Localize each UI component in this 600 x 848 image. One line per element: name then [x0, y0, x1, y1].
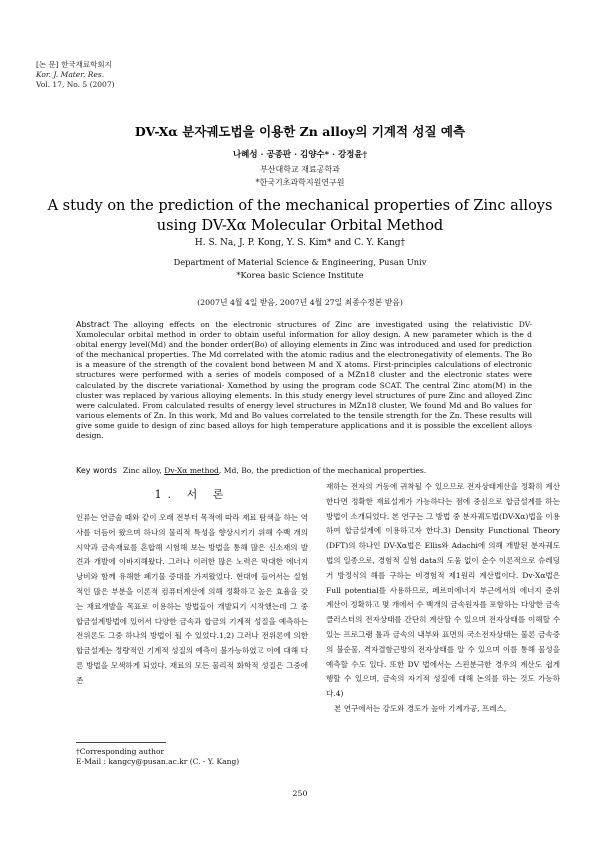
footnote-corresponding: †Corresponding author [76, 747, 165, 756]
keywords-pre: Zinc alloy, [122, 466, 165, 475]
right-column-paragraph-1: 재하는 전자의 거동에 귀착될 수 있으므로 전자상태계산을 정확히 계산한다면 정확한 재료설계가 가능하다는 점에 중심으로 합금설계를 하는 방법이 소개되었다. 본 연구는 그 방법 중 분자궤도법(DV-Xα)법을 이용하여 합금설계에 이용하고자 한다.3) Density Functional Theory (DFT)의 하나인 DV-Xα법은 Ellis와 Adachi에 의해 개발된 분자궤도법의 일종으로, 경험적 실험 data의 도움 없이 순수 이론적으로 슈레딩거 방정식의 해를 구하는 비경험적 제1원리 계산법이다. Dv-Xα법은 Full potential를 사용하므로, 페르미에너지 부근에서의 에너지 준위 계산이 정확하고 몇 개에서 수 백개의 금속원자를 포함하는 다양한 금속 클러스터의 전자상태를 간단히 계산할 수 있으며 전자상태를 이해할 수 있는 프로그램 툴과 금속의 내부와 표면의 국소전자상태는 물론 금속증의 불순물, 격자결함근방의 전자상태를 알 수 있으며 이를 통해 물성을 예측할 수도 있다. 또한 DV 법에서는 스핀분극한 경우의 계산도 쉽게 행할 수 있으며, 금속의 자기적 성질에 대해 논의를 하는 것도 가능하다.4) [326, 482, 560, 699]
abstract-text: The alloying effects on the electronic structures of Zinc are investigated using the relativistic DV-Xαmolecular orbital method in order to obtain useful information for alloy design. A new parameter which is the d obital energy level(Md) and the bonder order(Bo) of alloying elements in Zinc was introduced and used for prediction of the mechanical properties. The Md correlated with the atomic radius and the electronegativity of elements. The Bo is a measure of the strength of the covalent bond between M and X atoms. First-principles calculations of electronic structures were performed with a series of models composed of a MZn18 cluster and the electronic states were calculated by the discrete variational- Xαmethod by using the program code SCAT. The central Zinc atom(M) in the cluster was replaced by various alloying elements. In this study energy level structures of pure Zinc and alloyed Zinc were calculated. From calculated results of energy level structures in MZn18 cluster, We found Md and Bo values for various elements of Zn. In this work, Md and Bo values correlated to the tensile strength for the Zn. These results will give some guide to design of zinc based alloys for high temperature applications and it is possible the excellent alloys design. [76, 320, 532, 441]
affiliation-korean-2: *한국기초과학지원연구원 [255, 178, 345, 187]
received-dates: (2007년 4월 4일 받음, 2007년 4월 27일 최종수정본 받음) [197, 298, 403, 307]
keywords-label: Key words [76, 466, 117, 475]
authors-english: H. S. Na, J. P. Kong, Y. S. Kim* and C. Y. Kang† [194, 238, 406, 248]
body-left-column [76, 511, 308, 689]
affiliation-korean-1: 부산대학교 재료공학과 [260, 165, 340, 174]
authors-korean: 나혜성 · 공종판 · 김양수* · 강정윤† [232, 150, 368, 160]
keywords-underlined: Dv-Xα method [164, 466, 219, 475]
abstract [76, 320, 532, 441]
footnote [76, 747, 239, 767]
affiliation-english-1: Department of Material Science & Engineering, Pusan Univ [173, 257, 427, 267]
page-number: 250 [292, 789, 308, 798]
keywords [76, 466, 532, 475]
journal-header [36, 60, 115, 90]
journal-name: [논 문] 한국재료학회지 [36, 60, 112, 69]
right-column-paragraph-2: 본 연구에서는 강도와 경도가 높아 기계가공, 프레스, [334, 703, 507, 713]
abstract-label: Abstract [76, 320, 110, 329]
title-korean: DV-Xα 분자궤도법을 이용한 Zn alloy의 기계적 성질 예측 [134, 124, 466, 139]
journal-volume: Vol. 17, No. 5 (2007) [36, 80, 115, 89]
affiliation-english-2: *Korea basic Science Institute [236, 270, 364, 280]
footnote-rule [76, 742, 166, 743]
body-right-column [326, 480, 560, 717]
title-english: A study on the prediction of the mechanical properties of Zinc alloys using DV-Xα Molecular Orbital Method [47, 198, 553, 234]
section-title-introduction: 1. 서 론 [154, 488, 230, 501]
left-column-paragraph: 인류는 연금술 때와 같이 오래 전부터 목적에 따라 재료 탐색을 하는 역사를 더듬어 왔으며 하나의 물리적 특성을 향상시키기 위해 수백 개의 시약과 금속재료를 혼합해 시험해 보는 방법을 통해 많은 신소재의 발견과 개발에 이바지해왔다. 그러나 이러한 많은 노력은 막대한 에너지 낭비와 함께 유해한 폐기물 증대를 가져왔었다. 현대에 들어서는 실험적인 많은 부분을 이론적 컴퓨터계산에 의해 정확하고 높은 효율을 갖는 재료개발을 목표로 이용하는 방법들이 개발되기 시작했는데 그 중 합금설계방법에 있어서 다양한 금속과 합금의 기계적 성질을 예측하는 전위론도 그중 하나의 방법이 될 수 있었다.1,2) 그러나 전위론에 의한 합금설계는 정량적인 기계적 성질의 예측이 불가능하였고 이에 대해 다른 방법을 모색하게 되었다. 재료의 모든 물리적 화학적 성질은 그중에 존 [76, 513, 308, 685]
footnote-email: E-Mail : kangcy@pusan.ac.kr (C. - Y. Kang) [76, 757, 240, 766]
keywords-post: , Md, Bo, the prediction of the mechanical properties. [218, 466, 427, 475]
journal-abbrev: Kor. J. Mater. Res. [36, 70, 105, 79]
